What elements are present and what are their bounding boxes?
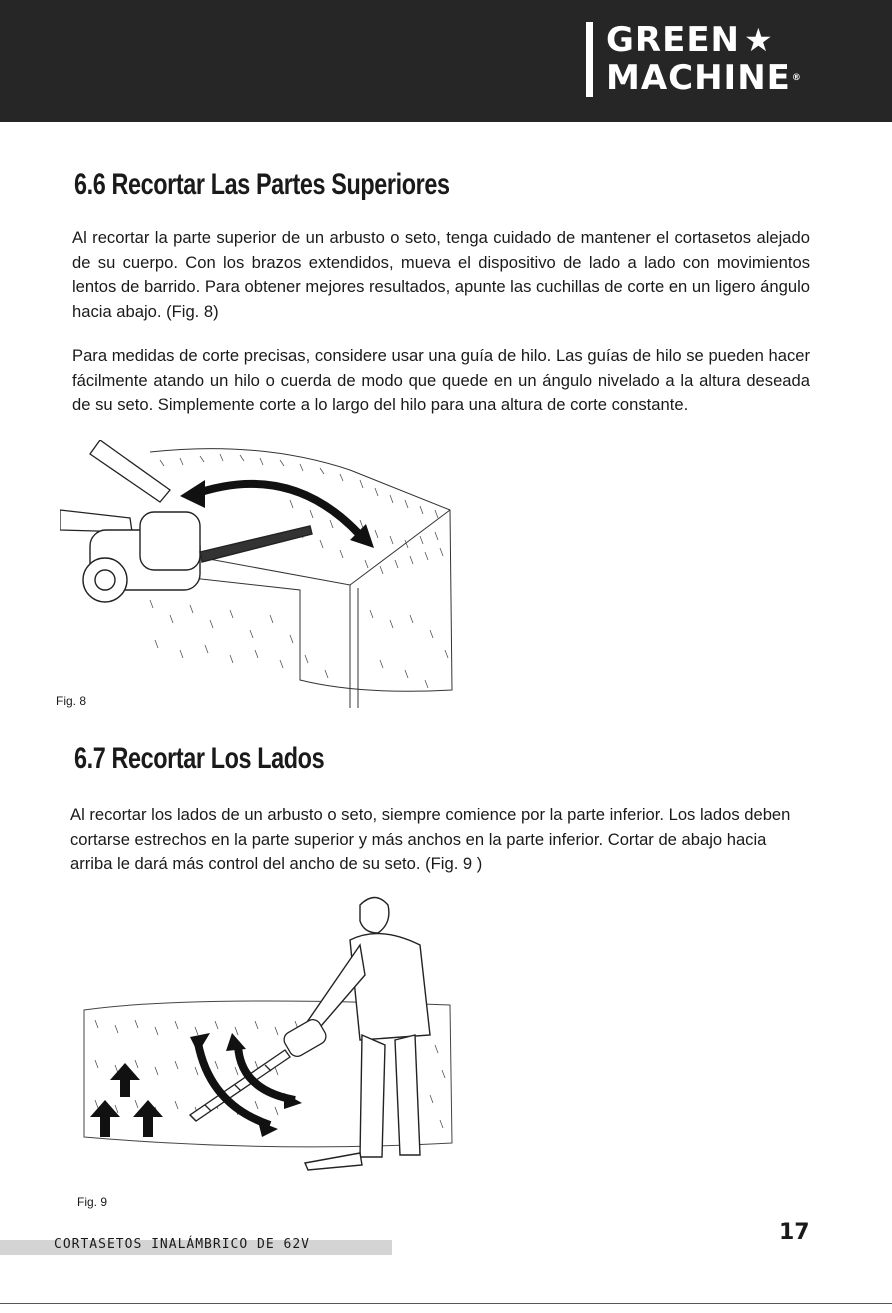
upward-arrows — [90, 1063, 163, 1137]
curved-arrow-right-head-bottom — [284, 1093, 302, 1109]
page-header — [0, 0, 892, 122]
logo-word-green: GREEN — [606, 20, 740, 60]
figure-9-illustration — [70, 885, 460, 1180]
footer-product-title: CORTASETOS INALÁMBRICO DE 62V — [54, 1237, 310, 1252]
figure-9-label: Fig. 9 — [77, 1195, 108, 1209]
star-icon: ★ — [744, 21, 774, 59]
sweep-arrow-head-left — [180, 480, 205, 508]
logo-word-machine: MACHINE — [606, 58, 791, 98]
section-6-6-paragraph-2: Para medidas de corte precisas, considere usar una guía de hilo. Las guías de hilo se pueden hacer fácilmente atando un hilo o cuerda de modo que quede en un ángulo nivelado a la altura deseada de su seto. Simplemente corte a lo largo del hilo para una altura de corte constante. — [72, 346, 810, 414]
sweep-arrow — [192, 484, 360, 535]
up-arrow-top — [110, 1063, 140, 1097]
brand-logo — [586, 20, 816, 100]
section-6-7-paragraph-1: Al recortar los lados de un arbusto o seto, siempre comience por la parte inferior. Los lados deben cortarse estrechos en la parte superior y más anchos en la parte inferior. Cortar de abajo hacia arriba le dará más control del ancho de su seto. (Fig. 9 ) — [70, 805, 791, 873]
logo-line-2 — [606, 60, 802, 96]
logo-line-1 — [606, 22, 774, 58]
bottom-rule — [0, 1303, 892, 1304]
figure-8-illustration — [60, 440, 460, 708]
section-title-6-6: 6.6 Recortar Las Partes Superiores — [74, 168, 450, 201]
section-6-6-paragraph-1: Al recortar la parte superior de un arbusto o seto, tenga cuidado de mantener el cortasetos alejado de su cuerpo. Con los brazos extendidos, mueva el dispositivo de lado a lado con movimientos lentos de barrido. Para obtener mejores resultados, apunte las cuchillas de corte en un ligero ángulo hacia abajo. (Fig. 8) — [72, 228, 810, 321]
curved-arrow-right-head-top — [226, 1033, 246, 1051]
registered-mark: ® — [791, 73, 802, 83]
page-number: 17 — [779, 1220, 810, 1245]
section-title-6-7: 6.7 Recortar Los Lados — [74, 742, 325, 775]
figure-8-label: Fig. 8 — [56, 694, 87, 708]
logo-bar — [586, 22, 593, 97]
hedge-trimmer — [190, 1017, 329, 1121]
